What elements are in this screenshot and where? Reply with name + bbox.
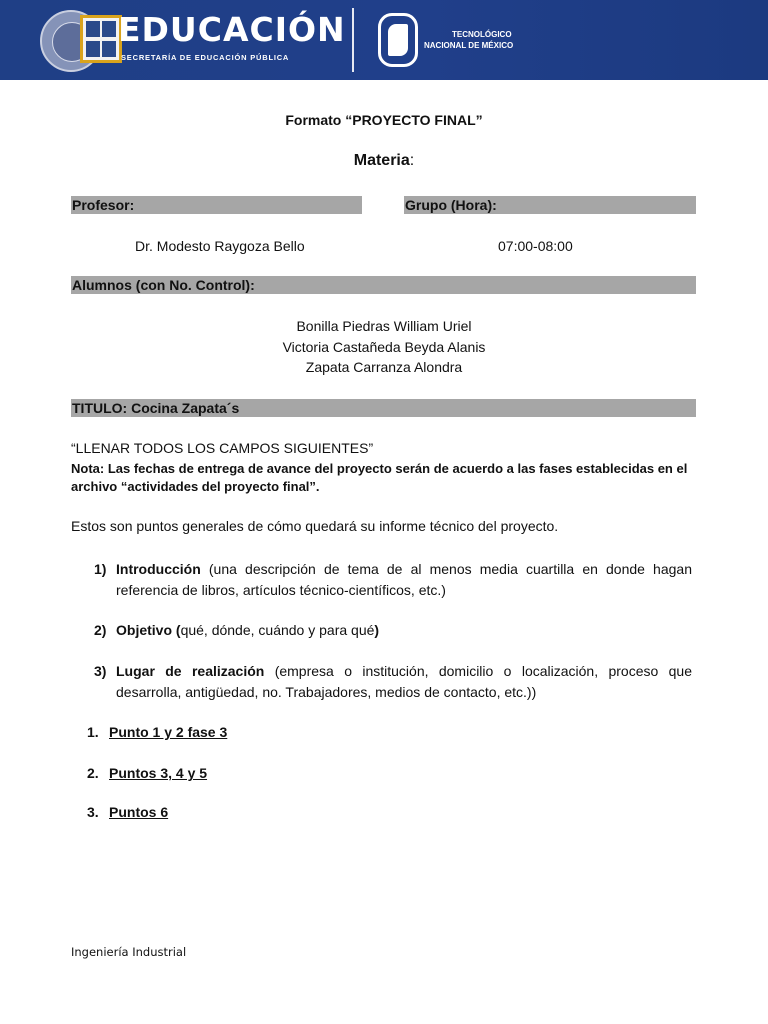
phase-number: 2.: [87, 765, 99, 781]
grupo-value: 07:00-08:00: [498, 238, 573, 254]
phase-item-3: [87, 804, 168, 820]
alumno-1: Bonilla Piedras William Uriel: [296, 318, 472, 334]
phase-label: Puntos 3, 4 y 5: [109, 765, 208, 781]
instruction-text: “LLENAR TODOS LOS CAMPOS SIGUIENTES”: [71, 440, 374, 456]
note-label: Nota:: [71, 461, 105, 476]
header-banner: [0, 0, 768, 80]
footer-text: Ingeniería Industrial: [71, 945, 187, 959]
brand-title: EDUCACIÓN: [118, 10, 346, 49]
point-heading: Introducción: [116, 561, 201, 577]
phase-label: Punto 1 y 2 fase 3: [109, 724, 228, 740]
brand-subtitle: SECRETARÍA DE EDUCACIÓN PÚBLICA: [121, 53, 290, 62]
alumnos-label-bar: Alumnos (con No. Control):: [71, 276, 696, 294]
note-paragraph: [71, 460, 701, 496]
point-heading: Objetivo (: [116, 622, 181, 638]
phase-number: 1.: [87, 724, 99, 740]
materia-heading: [0, 152, 768, 170]
point-objetivo: [94, 620, 692, 641]
tecnm-logo-icon: [378, 13, 418, 67]
intro-text: Estos son puntos generales de cómo quedará su informe técnico del proyecto.: [71, 518, 559, 534]
phase-item-1: [87, 724, 227, 740]
profesor-value: Dr. Modesto Raygoza Bello: [135, 238, 305, 254]
point-number: 2): [94, 622, 107, 638]
phase-item-2: [87, 765, 207, 781]
point-number: 1): [94, 561, 107, 577]
point-introduccion: [94, 559, 692, 601]
profesor-label-bar: Profesor:: [71, 196, 362, 214]
grupo-label-bar: Grupo (Hora):: [404, 196, 696, 214]
materia-label: Materia: [353, 152, 410, 169]
titulo-bar: TITULO: Cocina Zapata´s: [71, 399, 696, 417]
alumno-3: Zapata Carranza Alondra: [305, 359, 463, 375]
point-number: 3): [94, 663, 107, 679]
header-divider: [352, 8, 354, 72]
point-lugar: [94, 661, 692, 703]
point-tail: ): [374, 622, 380, 638]
document-title: Formato “PROYECTO FINAL”: [285, 112, 483, 128]
point-heading: Lugar de realización: [116, 663, 265, 679]
materia-colon: :: [409, 152, 415, 169]
phase-number: 3.: [87, 804, 99, 820]
point-description: (empresa o institución, domicilio o localización, proceso que desarrolla, antigüedad, no. Trabajadores, medios de contacto, etc.)): [116, 663, 692, 700]
note-text: Las fechas de entrega de avance del proyecto serán de acuerdo a las fases establecidas en el archivo “actividades del proyecto final”.: [71, 461, 688, 494]
tecnm-line2: NACIONAL DE MÉXICO: [424, 41, 514, 50]
phase-label: Puntos 6: [109, 804, 169, 820]
sep-shield-icon: [80, 15, 122, 63]
point-description: qué, dónde, cuándo y para qué: [180, 622, 375, 638]
point-description: (una descripción de tema de al menos media cuartilla en donde hagan referencia de libros, artículos técnico-científicos, etc.): [116, 561, 692, 598]
tecnm-line1: TECNOLÓGICO: [452, 30, 512, 39]
tecnm-text: [424, 29, 524, 51]
alumno-2: Victoria Castañeda Beyda Alanis: [282, 339, 486, 355]
